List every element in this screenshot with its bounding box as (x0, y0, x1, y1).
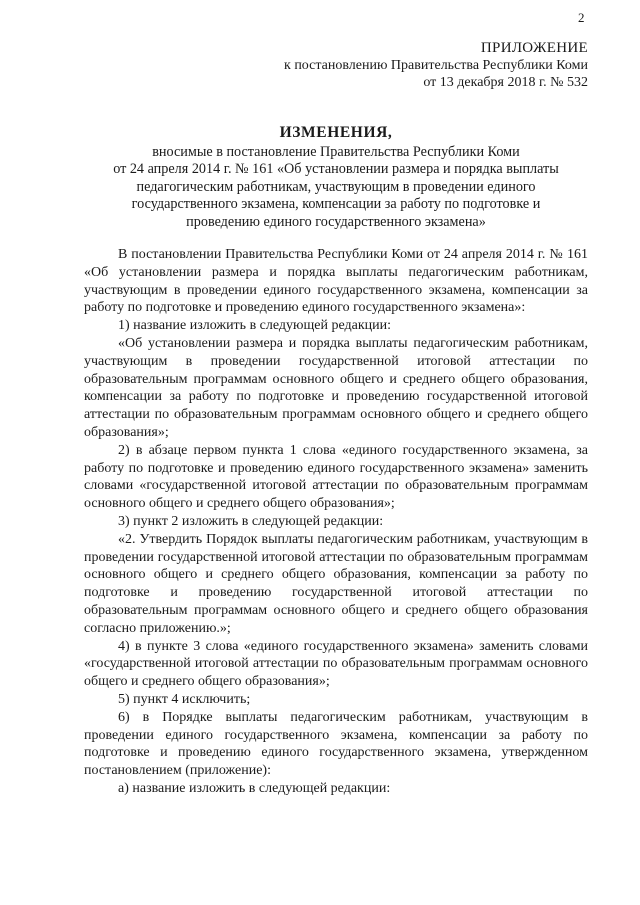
header-line: от 24 апреля 2014 г. № 161 «Об установлении размера и порядка выплаты (113, 161, 559, 178)
page-number: 2 (578, 10, 585, 25)
body-paragraph: 3) пункт 2 изложить в следующей редакции: (118, 513, 384, 529)
header-line: государственного экзамена, компенсации за работу по подготовке и (131, 196, 541, 213)
appendix-line: к постановлению Правительства Республики Коми (284, 58, 588, 73)
body-paragraph: «2. Утвердить Порядок выплаты педагогическим работникам, участвующим в проведении государственной итоговой аттестации по образовательным программам основного общего и среднего общего образования, компенсации за работу по подготовке и проведению государственной итоговой аттестации по образовательным программам основного общего и среднего общего образования согласно приложению.»; (84, 531, 588, 636)
header-line: педагогическим работникам, участвующим в проведении единого (136, 178, 536, 195)
body-paragraph: а) название изложить в следующей редакции: (118, 780, 391, 796)
body-paragraph: «Об установлении размера и порядка выплаты педагогическим работникам, участвующим в проведении государственной итоговой аттестации по образовательным программам основного общего и среднего общего образования, компенсации за работу по подготовке и проведению государственной итоговой аттестации по образовательным программам основного общего и среднего общего образования»; (84, 335, 588, 440)
body-paragraph: 4) в пункте 3 слова «единого государственного экзамена» заменить словами «государственной итоговой аттестации по образовательным программам основного общего и среднего общего образования»; (84, 638, 588, 690)
body-paragraph: 5) пункт 4 исключить; (118, 691, 251, 707)
body-paragraph: 6) в Порядке выплаты педагогическим работникам, участвующим в проведении единого государственного экзамена, компенсации за работу по подготовке и проведению единого государственного экзамена, утвержденном постановлением (приложение): (84, 709, 588, 779)
document-body (84, 246, 588, 798)
appendix-block (284, 40, 588, 91)
document-header (84, 124, 588, 232)
appendix-line: от 13 декабря 2018 г. № 532 (423, 75, 588, 90)
document-heading: ИЗМЕНЕНИЯ, (279, 124, 393, 141)
body-paragraph: В постановлении Правительства Республики Коми от 24 апреля 2014 г. № 161 «Об установлении размера и порядка выплаты педагогическим работникам, участвующим в проведении единого государственного экзамена, компенсации за работу по подготовке и проведению единого государственного экзамена»: (84, 247, 588, 316)
appendix-title: ПРИЛОЖЕНИЕ (480, 40, 588, 56)
body-paragraph: 2) в абзаце первом пункта 1 слова «единого государственного экзамена, за работу по подготовке и проведению единого государственного экзамена» заменить словами «государственной итоговой аттестации по образовательным программам основного общего и среднего общего образования»; (84, 442, 588, 512)
body-paragraph: 1) название изложить в следующей редакции: (118, 318, 392, 334)
header-line: вносимые в постановление Правительства Республики Коми (152, 143, 520, 160)
header-line: проведению единого государственного экзамена» (186, 213, 486, 230)
